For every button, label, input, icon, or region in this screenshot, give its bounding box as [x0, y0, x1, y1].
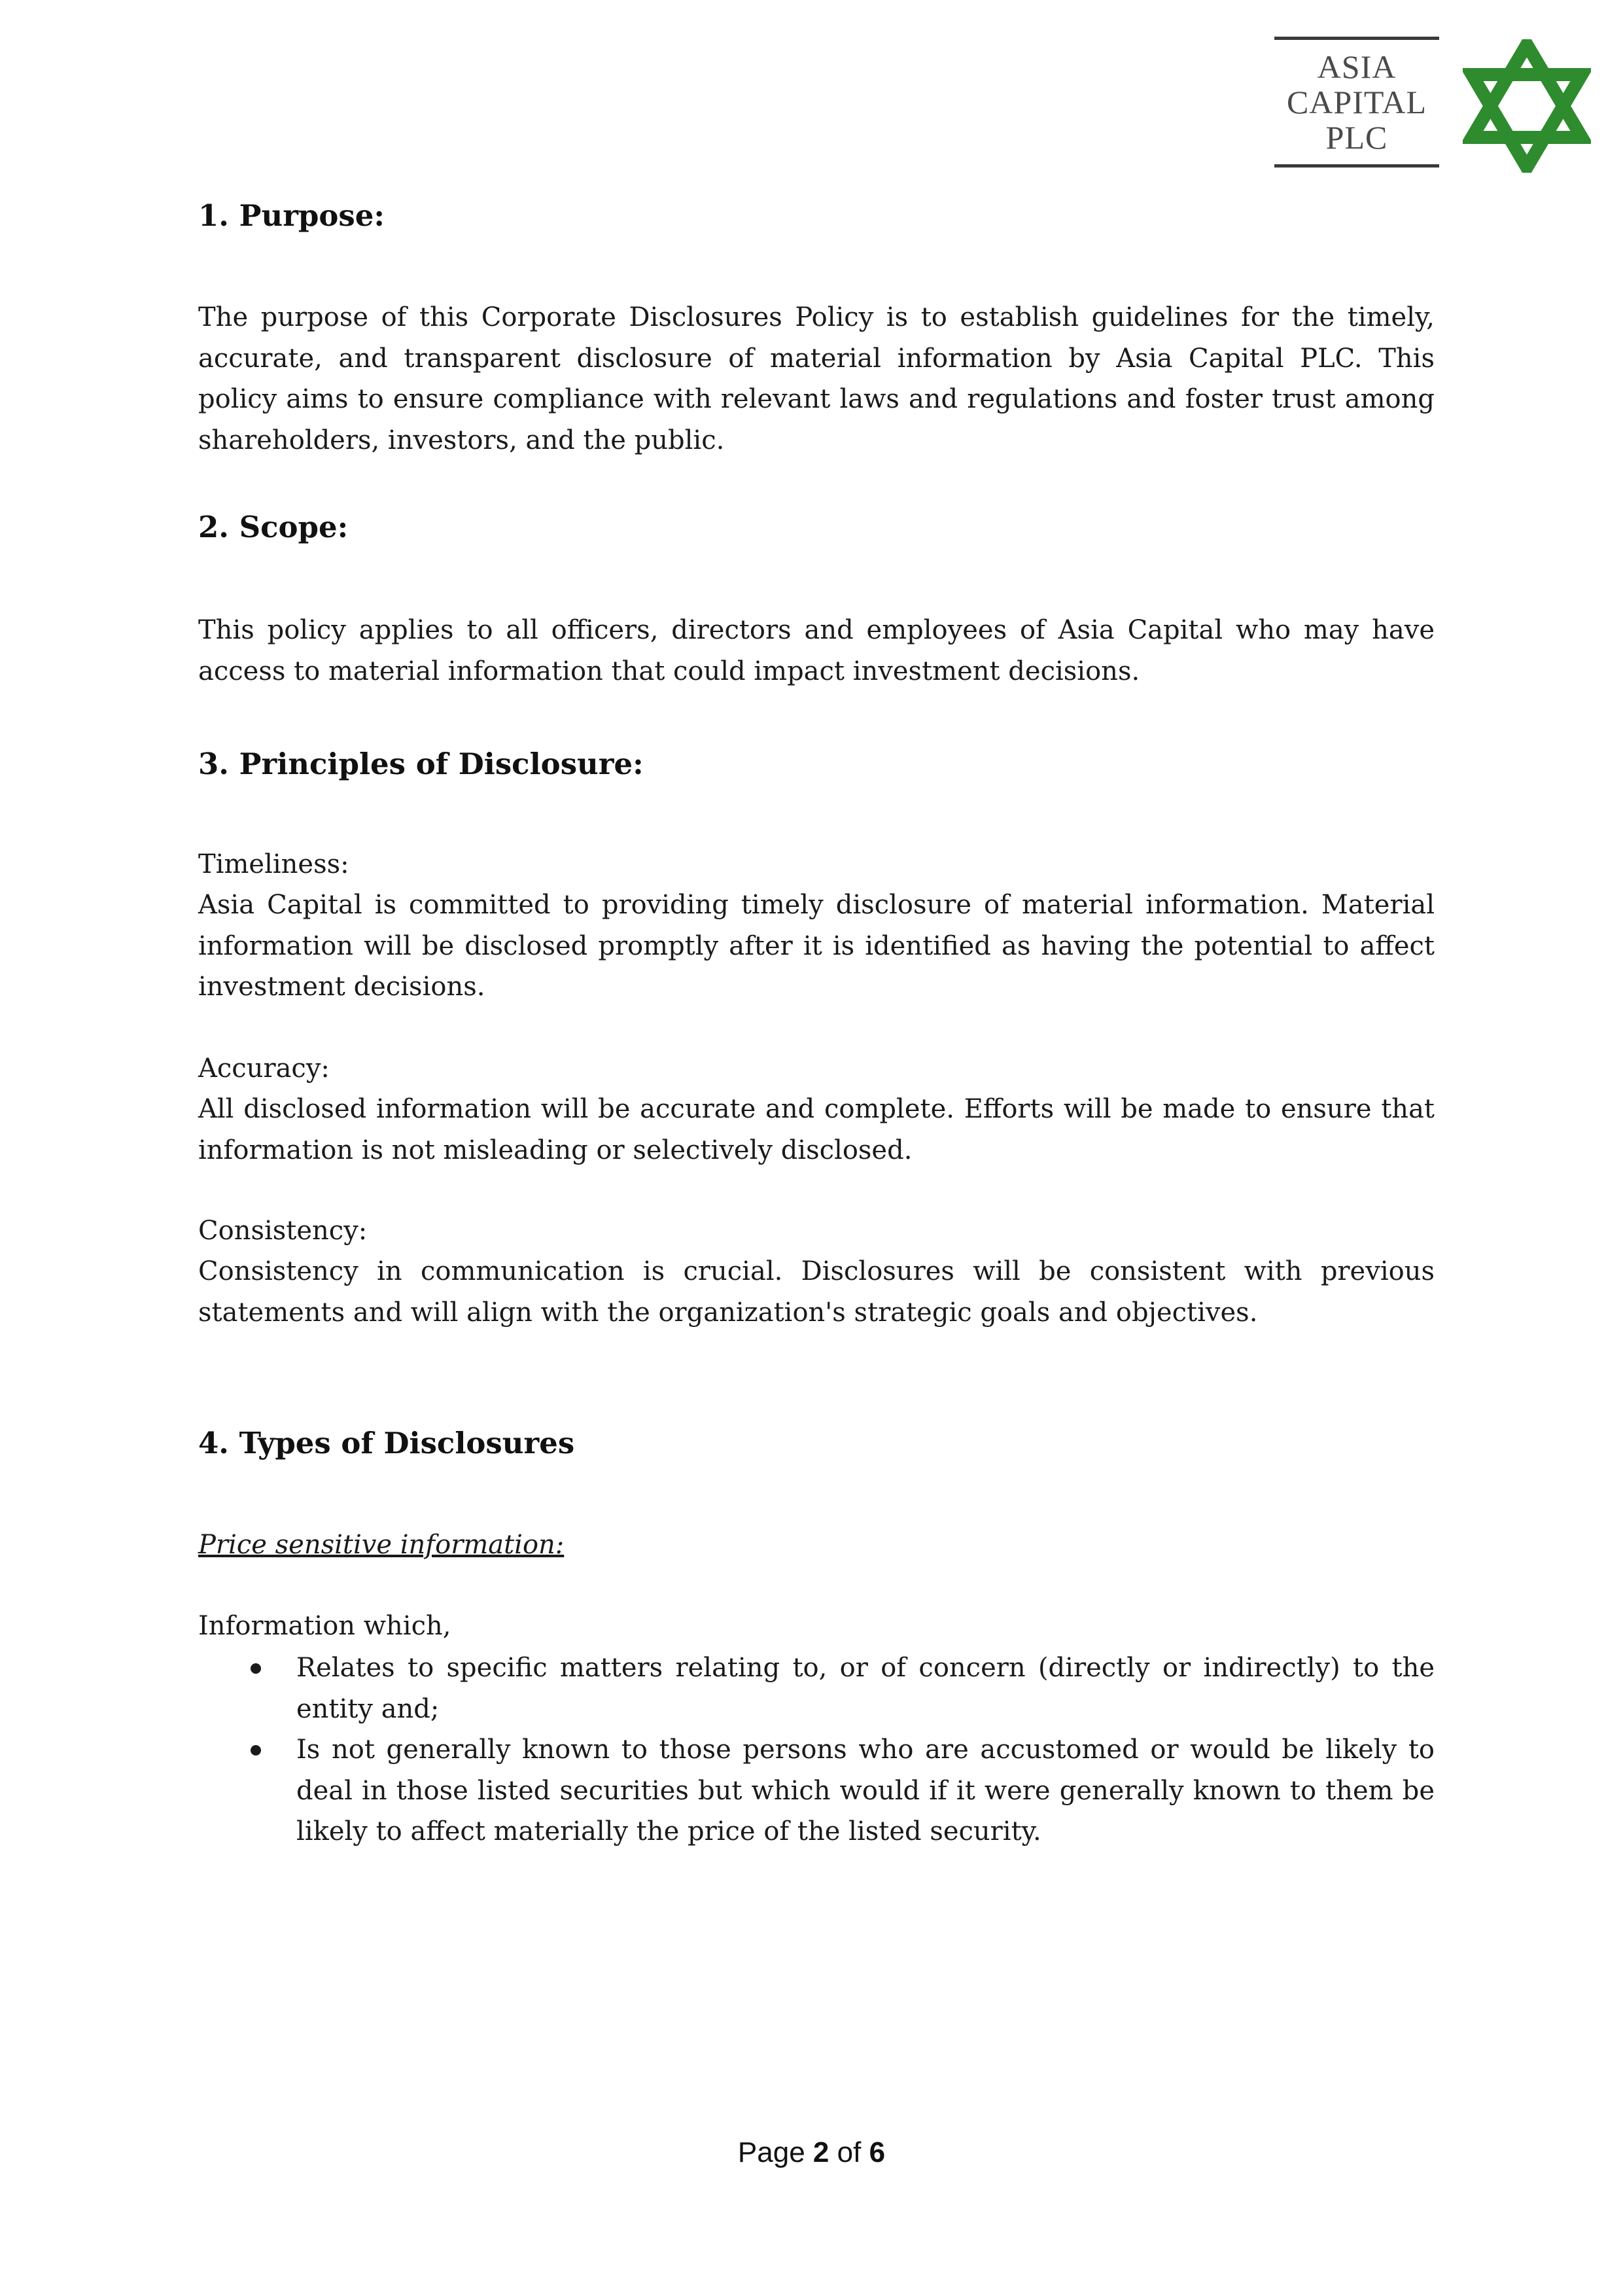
logo-line-3: PLC	[1325, 119, 1388, 156]
scope-body: This policy applies to all officers, directors and employees of Asia Capital who may have access to material information that could impact investment decisions.	[198, 615, 1435, 686]
accuracy-body: All disclosed information will be accurate and complete. Efforts will be made to ensure that information is not misleading or selectively disclosed.	[198, 1094, 1435, 1165]
timeliness-label: Timeliness:	[198, 849, 349, 879]
principles-heading: 3. Principles of Disclosure:	[198, 747, 644, 781]
star-emblem-icon	[1463, 39, 1591, 173]
bullet-icon	[251, 1663, 261, 1674]
list-item	[198, 1729, 1435, 1852]
company-logo	[1274, 34, 1594, 173]
page-number-footer	[0, 2134, 1623, 2171]
bullet-text: Relates to specific matters relating to, or of concern (directly or indirectly) to the entity and;	[296, 1653, 1435, 1724]
footer-total-pages: 6	[869, 2136, 886, 2168]
types-bullet-list	[198, 1648, 1435, 1852]
footer-of-word: of	[837, 2136, 862, 2168]
footer-page-word: Page	[737, 2136, 805, 2168]
bullet-icon	[251, 1745, 261, 1756]
types-intro: Information which,	[198, 1611, 451, 1641]
footer-current-page: 2	[812, 2136, 829, 2168]
types-heading: 4. Types of Disclosures	[198, 1426, 575, 1460]
list-item	[198, 1648, 1435, 1729]
logo-line-1: ASIA	[1317, 48, 1397, 85]
consistency-body: Consistency in communication is crucial. Disclosures will be consistent with previous statements and will align with the organization's strategic goals and objectives.	[198, 1256, 1435, 1328]
accuracy-label: Accuracy:	[198, 1053, 330, 1084]
logo-wordmark	[1274, 37, 1439, 168]
purpose-body: The purpose of this Corporate Disclosures Policy is to establish guidelines for the timely, accurate, and transparent disclosure of material information by Asia Capital PLC. This policy aims to ensure compliance with relevant laws and regulations and foster trust among shareholders, investors, and the public.	[198, 302, 1435, 455]
scope-heading: 2. Scope:	[198, 510, 349, 544]
logo-line-2: CAPITAL	[1286, 84, 1427, 120]
timeliness-body: Asia Capital is committed to providing timely disclosure of material information. Material information will be disclosed promptly after it is identified as having the potential to affect investment decisions.	[198, 890, 1435, 1002]
bullet-text: Is not generally known to those persons who are accustomed or would be likely to deal in those listed securities but which would if it were generally known to them be likely to affect materially the price of the listed security.	[296, 1735, 1435, 1846]
consistency-label: Consistency:	[198, 1216, 368, 1246]
purpose-heading: 1. Purpose:	[198, 198, 385, 233]
price-sensitive-subheading: Price sensitive information:	[198, 1530, 565, 1560]
